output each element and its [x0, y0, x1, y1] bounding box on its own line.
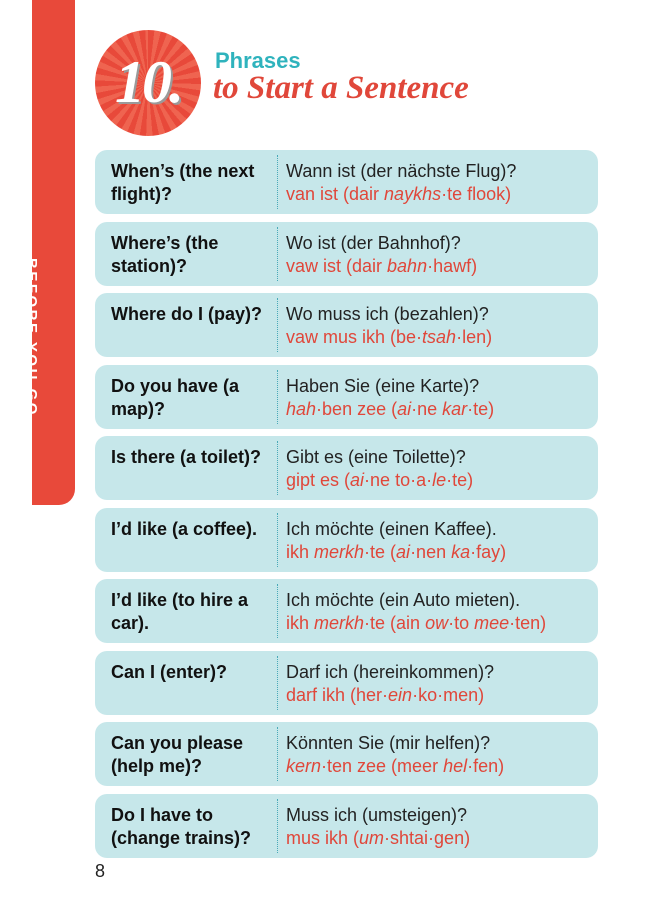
pronunciation-segment: ·te): [467, 398, 495, 419]
pronunciation-segment: ·te (: [364, 541, 397, 562]
pronunciation-segment: ikh: [286, 613, 315, 633]
pronunciation-segment: ai: [396, 541, 411, 562]
german-phrase: Ich möchte (ein Auto mieten).: [286, 590, 521, 610]
pronunciation-segment: ·ne to·a·: [364, 470, 433, 490]
phrase-row: [95, 794, 598, 858]
pronunciation-segment: mus ikh (: [286, 827, 360, 848]
pronunciation-segment: ow: [425, 613, 449, 633]
pronunciation-segment: ·te flook): [441, 184, 512, 204]
dotted-divider: [277, 155, 278, 209]
pronunciation-segment: hel: [443, 756, 468, 776]
dotted-divider: [277, 584, 278, 638]
dotted-divider: [277, 441, 278, 495]
title-line-1: Phrases: [215, 48, 301, 73]
dotted-divider: [277, 727, 278, 781]
english-phrase: When’s (the next flight)?: [111, 161, 255, 204]
pronunciation: [286, 755, 504, 778]
pronunciation-segment: ·to: [448, 613, 475, 633]
english-phrase: Can you please (help me)?: [111, 733, 244, 776]
pronunciation-segment: ai: [350, 470, 365, 490]
english-phrase: Is there (a toilet)?: [111, 447, 262, 467]
dotted-divider: [277, 298, 278, 352]
pronunciation: [286, 469, 473, 492]
pronunciation: [286, 684, 484, 707]
german-phrase: Wann ist (der nächste Flug)?: [286, 161, 517, 181]
english-phrase: Where’s (the station)?: [111, 232, 219, 276]
german-phrase: Wo ist (der Bahnhof)?: [286, 232, 461, 253]
page-number: 8: [95, 861, 106, 881]
section-tab: [32, 0, 75, 505]
pronunciation-segment: ·te): [446, 470, 474, 490]
pronunciation-segment: van ist (dair: [286, 184, 385, 204]
pronunciation-segment: ·ben zee (: [316, 398, 398, 419]
german-phrase: Gibt es (eine Toilette)?: [286, 447, 466, 467]
pronunciation-segment: darf ikh (her·: [286, 684, 389, 705]
pronunciation: [286, 827, 470, 850]
dotted-divider: [277, 370, 278, 424]
pronunciation-segment: vaw mus ikh (be·: [286, 327, 423, 347]
pronunciation-segment: um: [359, 827, 385, 848]
pronunciation-segment: merkh: [314, 541, 365, 562]
dotted-divider: [277, 656, 278, 710]
phrase-row: [95, 508, 598, 572]
german-phrase: Ich möchte (einen Kaffee).: [286, 518, 497, 539]
german-phrase: Haben Sie (eine Karte)?: [286, 375, 480, 396]
pronunciation: [286, 255, 477, 278]
pronunciation-segment: hah: [286, 398, 317, 419]
phrase-row: [95, 222, 598, 286]
english-phrase: Where do I (pay)?: [111, 304, 263, 324]
phrase-row: [95, 651, 598, 715]
phrase-row: [95, 579, 598, 643]
pronunciation-segment: bahn: [387, 255, 428, 276]
pronunciation-segment: tsah: [422, 327, 457, 347]
pronunciation-segment: ·ten): [509, 613, 547, 633]
english-phrase: Do I have to (change trains)?: [111, 804, 252, 848]
pronunciation-segment: vaw ist (dair: [286, 255, 388, 276]
dotted-divider: [277, 227, 278, 281]
pronunciation-segment: ka: [451, 541, 471, 562]
pronunciation-segment: ·ko·men): [412, 684, 485, 705]
section-tab-label: BEFORE YOU GO: [23, 258, 40, 417]
pronunciation-segment: naykhs: [384, 184, 442, 204]
phrase-row: [95, 722, 598, 786]
english-phrase: I’d like (to hire a car).: [111, 590, 249, 633]
english-phrase: Do you have (a map)?: [111, 375, 240, 419]
pronunciation-segment: ·te (ain: [364, 613, 426, 633]
pronunciation-segment: ·fay): [470, 541, 507, 562]
title-line-2: to Start a Sentence: [213, 70, 469, 106]
pronunciation-segment: kar: [442, 398, 468, 419]
pronunciation-segment: le: [432, 470, 447, 490]
pronunciation-segment: ·nen: [410, 541, 452, 562]
phrase-row: [95, 293, 598, 357]
german-phrase: Könnten Sie (mir helfen)?: [286, 733, 491, 753]
badge-number: 10.: [115, 49, 181, 115]
pronunciation-segment: kern: [286, 756, 322, 776]
pronunciation: [286, 612, 546, 635]
pronunciation-segment: mee: [474, 613, 510, 633]
pronunciation: [286, 326, 492, 349]
pronunciation: [286, 398, 494, 421]
pronunciation-segment: merkh: [314, 613, 365, 633]
german-phrase: Darf ich (hereinkommen)?: [286, 661, 495, 682]
phrase-row: [95, 365, 598, 429]
pronunciation-segment: ·ne: [411, 398, 443, 419]
pronunciation-segment: gipt es (: [286, 470, 351, 490]
pronunciation-segment: ·hawf): [427, 255, 478, 276]
dotted-divider: [277, 513, 278, 567]
dotted-divider: [277, 799, 278, 853]
pronunciation-segment: ·len): [456, 327, 493, 347]
pronunciation-segment: ·ten zee (meer: [321, 756, 444, 776]
german-phrase: Muss ich (umsteigen)?: [286, 804, 468, 825]
pronunciation-segment: ai: [397, 398, 412, 419]
pronunciation-segment: ikh: [286, 541, 315, 562]
pronunciation-segment: ·fen): [467, 756, 505, 776]
english-phrase: I’d like (a coffee).: [111, 518, 258, 539]
pronunciation-segment: ·shtai·gen): [384, 827, 471, 848]
pronunciation: [286, 183, 511, 206]
english-phrase: Can I (enter)?: [111, 661, 228, 682]
pronunciation: [286, 541, 506, 564]
pronunciation-segment: ein: [388, 684, 413, 705]
phrase-row: [95, 436, 598, 500]
german-phrase: Wo muss ich (bezahlen)?: [286, 304, 489, 324]
phrase-row: [95, 150, 598, 214]
number-badge: [95, 30, 201, 136]
